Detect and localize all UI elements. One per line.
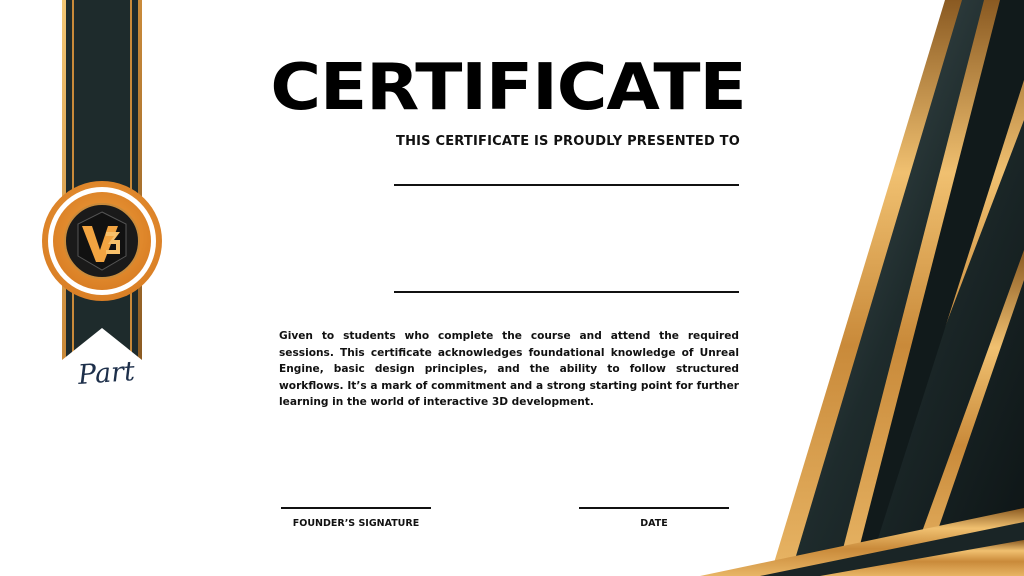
- date-label: DATE: [640, 518, 668, 529]
- founder-signature-label: FOUNDER’S SIGNATURE: [292, 518, 420, 529]
- certificate-description: Given to students who complete the course and attend the required sessions. This certificate acknowledges foundational knowledge of Unreal Engine, basic design principles, and the ability to follow structured workflows. It’s a mark of commitment and a strong starting point for further learning in the world of interactive 3D development.: [279, 330, 739, 408]
- ribbon-script-text: Part: [76, 356, 136, 391]
- recipient-name-line: [394, 184, 739, 186]
- certificate-title: CERTIFICATE: [270, 51, 746, 125]
- date-line: [579, 507, 729, 509]
- certificate-subtitle: THIS CERTIFICATE IS PROUDLY PRESENTED TO: [396, 134, 740, 149]
- divider-line: [394, 291, 739, 293]
- founder-signature-line: [281, 507, 431, 509]
